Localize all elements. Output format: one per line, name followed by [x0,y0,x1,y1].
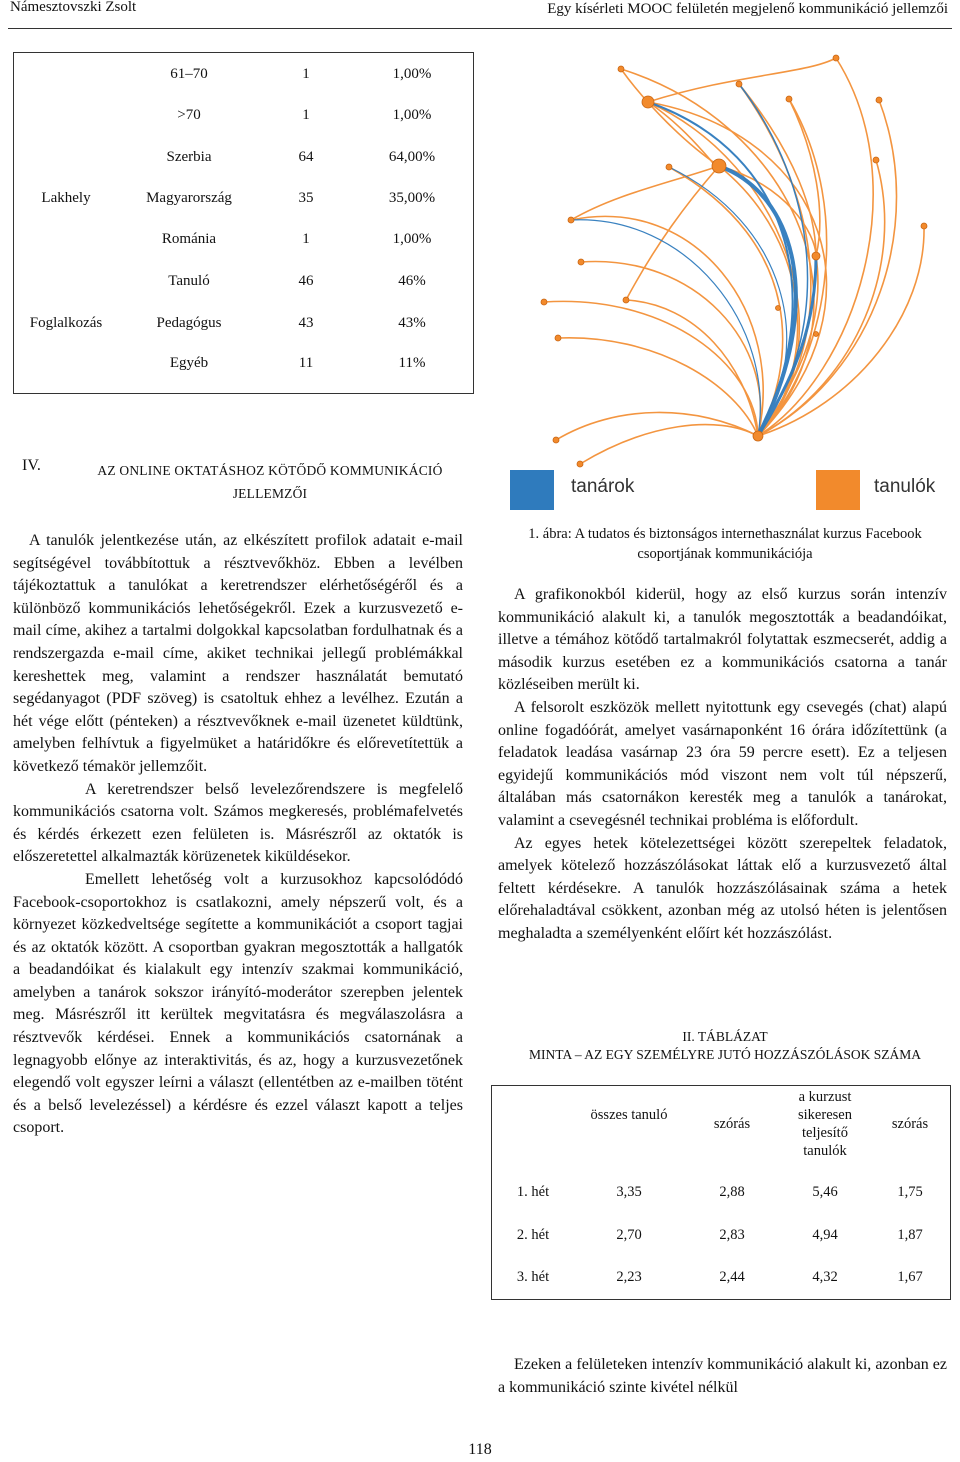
table-cell: Egyéb [169,355,209,371]
table-cell: Pedagógus [156,315,222,331]
paragraph: Emellett lehetőség volt a kurzusokhoz kapcsolódódó Facebook-csoportokhoz is csatlakozni, amely népszerű volt, és a környezet közkedveltsége segítette a kommunikációt a csoport tagjai és az oktatók között. A csoportban gyakran megosztották a hallgatók a beadandóikat és kialakult egy intenzív szakmai kommunikáció, amelyben a tanárok sokszor irányító-moderátor szerepben jelentek meg. Másrészről itt kerültek megvitatásra és megválaszolásra a résztvevők kérdései. Ennek a kommunikációs csatornának a legnagyobb előnye az interaktivitás, és az, hogy a kurzusvezetőnek elegendő volt egyszer leírni a választ (ellentétben az e-mailben tötént és a belső levelezéssel) a kérdésre és ezzel választ kapott a teljes csoport. [13,870,463,1137]
student-edge [648,102,826,436]
figure-caption: 1. ábra: A tudatos és biztonságos internethasználat kurzus Facebook csoportjának kommunikációja [528,526,922,562]
student-edge [571,216,763,436]
student-edge [544,301,758,436]
student-node [812,252,820,260]
table-cell: 2,23 [616,1269,642,1285]
table-cell: 64 [298,149,314,165]
student-edge [739,84,811,436]
table-cell: 1,75 [897,1184,923,1200]
table-cell: Szerbia [166,149,212,165]
table-cell: 1,00% [392,66,432,82]
running-header-author: Námesztovszki Zsolt [10,0,137,15]
table-cell: 4,94 [812,1227,838,1243]
running-header-title: Egy kísérleti MOOC felületén megjelenő kommunikáció jellemzői [547,1,948,17]
student-node [577,461,583,467]
paragraph: A tanulók jelentkezése után, az elkészített profilok adatait e-mail segítségével továbbítottuk a résztvevőkhöz. Ebben a levélben tájékoztattuk a tanulókat a keretrendszer elérhetőségéről és a különböző kommunikációs lehetőségekről. Ezek a kurzusvezető e-mail címe, akihez a tartalmi dolgokkal kapcsolatban fordulhatnak és a rendszergazda e-mail címe, akiket technikai jellegű problémákkal kereshettek meg, valamint a rendszer használatát bemutató segédanyagot (PDF szöveg) is csatoltuk ehhez a levélhez. Ezután a hét vége előtt (pénteken) a résztvevőknek e-mail üzenetet küldtünk, amelyben felhívtuk a figyelmüket a határidőkre és előrevetítettük a következő témakör jellemzőit. [13,532,463,775]
left-column [13,530,463,1140]
table-cell: 2. hét [516,1227,550,1243]
section-title: AZ ONLINE OKTATÁSHOZ KÖTŐDŐ KOMMUNIKÁCIÓ JELLEMZŐI [97,463,443,501]
student-node [553,437,559,443]
student-node [541,299,547,305]
table-cell: 2,44 [719,1269,745,1285]
table-cell: 35 [298,190,314,206]
table-category: Foglalkozás [29,315,103,331]
student-node [578,259,584,265]
table-cell: 4,32 [812,1269,838,1285]
table-cell: 43 [298,315,314,331]
student-node [736,81,742,87]
table-cell: >70 [177,107,201,123]
paragraph: A felsorolt eszközök mellett nyitottunk egy csevegés (chat) alapú online fogadóórát, amelyet vasárnaponként 16 órára időzítettünk (a feladatok leadása vasárnap 23 óra 59 percre esett). Ez a teljesen egyidejű kommunikációs mód viszont nem volt túl népszerű, általában más csatornákon keresték meg a tanulók a tanárokat, valamint a csevegésnél technikai probléma is előfordult. [498,698,947,829]
network-graph [496,44,952,469]
table-title: MINTA – AZ EGY SZEMÉLYRE JUTÓ HOZZÁSZÓLÁSOK SZÁMA [529,1047,921,1062]
student-node [876,97,882,103]
table-cell: 1,00% [392,231,432,247]
student-node [786,96,792,102]
student-edge [580,425,758,464]
table-cell: Tanuló [168,273,210,289]
student-node [873,157,879,163]
table-cell: 61–70 [170,66,208,82]
table-header: szórás [713,1116,751,1132]
demographics-table [13,52,474,394]
posts-table [491,1085,951,1300]
table-cell: Románia [161,231,217,247]
student-node [921,223,927,229]
student-node [642,96,654,108]
student-node [712,159,726,173]
table-cell: 46 [298,273,314,289]
student-edge [626,300,758,436]
student-node [753,431,763,441]
paragraph: Az egyes hetek kötelezettségei között szerepeltek feladatok, amelyek kötelező hozzászólásokat láttak elő a kurzusvezető által feltett kérdésekre. A tanulók hozzászólásainak száma a hetek előrehaladtával csökkent, azonban még az utolsó héten is jelentősen meghaladta a személyenként előírt két hozzászólást. [498,834,947,942]
table-cell: 3. hét [516,1269,550,1285]
paragraph: Ezeken a felületeken intenzív kommunikáció alakult ki, azonban ez a kommunikáció szinte kivétel nélkül [498,1356,947,1396]
legend-teachers-label: tanárok [571,476,635,497]
table-cell: 43% [398,315,426,331]
table-header: szórás [891,1116,929,1132]
table-cell: 11% [398,355,426,371]
table-cell: 5,46 [812,1184,838,1200]
table-cell: 1,00% [392,107,432,123]
table-cell: Magyarország [146,190,232,206]
table-cell: 1 [302,66,310,82]
paragraph: A keretrendszer belső levelezőrendszere is megfelelő kommunikációs csatorna volt. Számos megkeresés, problémafelvetés és kérdés érkezett ezen felületen is. Másrészről az oktatók is előszeretettel alkalmazták körüzenetek kiküldésekor. [13,780,463,866]
network-figure [496,44,952,524]
student-edge [648,58,836,102]
header-rule [8,28,952,29]
right-column [498,584,947,946]
table-cell: 1,87 [897,1227,923,1243]
legend-students-label: tanulók [874,476,936,497]
table-cell: 1,67 [897,1269,923,1285]
table-cell: 1 [302,231,310,247]
legend-students-swatch [816,470,860,510]
page-number: 118 [468,1441,492,1458]
table-cell: 2,88 [719,1184,745,1200]
teacher-edge [571,220,760,436]
student-node [623,297,629,303]
student-node [568,217,574,223]
table-cell: 11 [298,355,314,371]
table-cell: 1. hét [516,1184,550,1200]
right-column-tail [498,1354,947,1399]
student-node [776,306,781,311]
table-category: Lakhely [41,190,91,206]
student-node [814,332,819,337]
table-cell: 3,35 [616,1184,642,1200]
table-cell: 2,83 [719,1227,745,1243]
table-header: a kurzust sikeresen teljesítő tanulók [798,1089,852,1159]
teacher-edge [739,84,808,436]
table-cell: 2,70 [616,1227,642,1243]
table-cell: 1 [302,107,310,123]
student-edge [558,338,758,436]
paragraph: A grafikonokból kiderül, hogy az első kurzus során intenzív kommunikáció alakult ki, a tanulók megosztották a beadandóikat, illetve a témához kötődő tartalmakról folytattak eszmecserét, addig a második kurzus esetében ez a kommunikációs csatorna a tanár közléseiben merült ki. [498,586,947,694]
student-node [666,164,672,170]
student-node [555,335,561,341]
section-number: IV. [22,457,41,474]
legend-teachers-swatch [510,470,554,510]
table-number: II. TÁBLÁZAT [682,1029,768,1044]
table-cell: 64,00% [388,149,436,165]
student-node [618,66,624,72]
table-header: összes tanuló [590,1107,668,1123]
student-node [833,55,839,61]
table-cell: 46% [398,273,426,289]
table-cell: 35,00% [388,190,436,206]
